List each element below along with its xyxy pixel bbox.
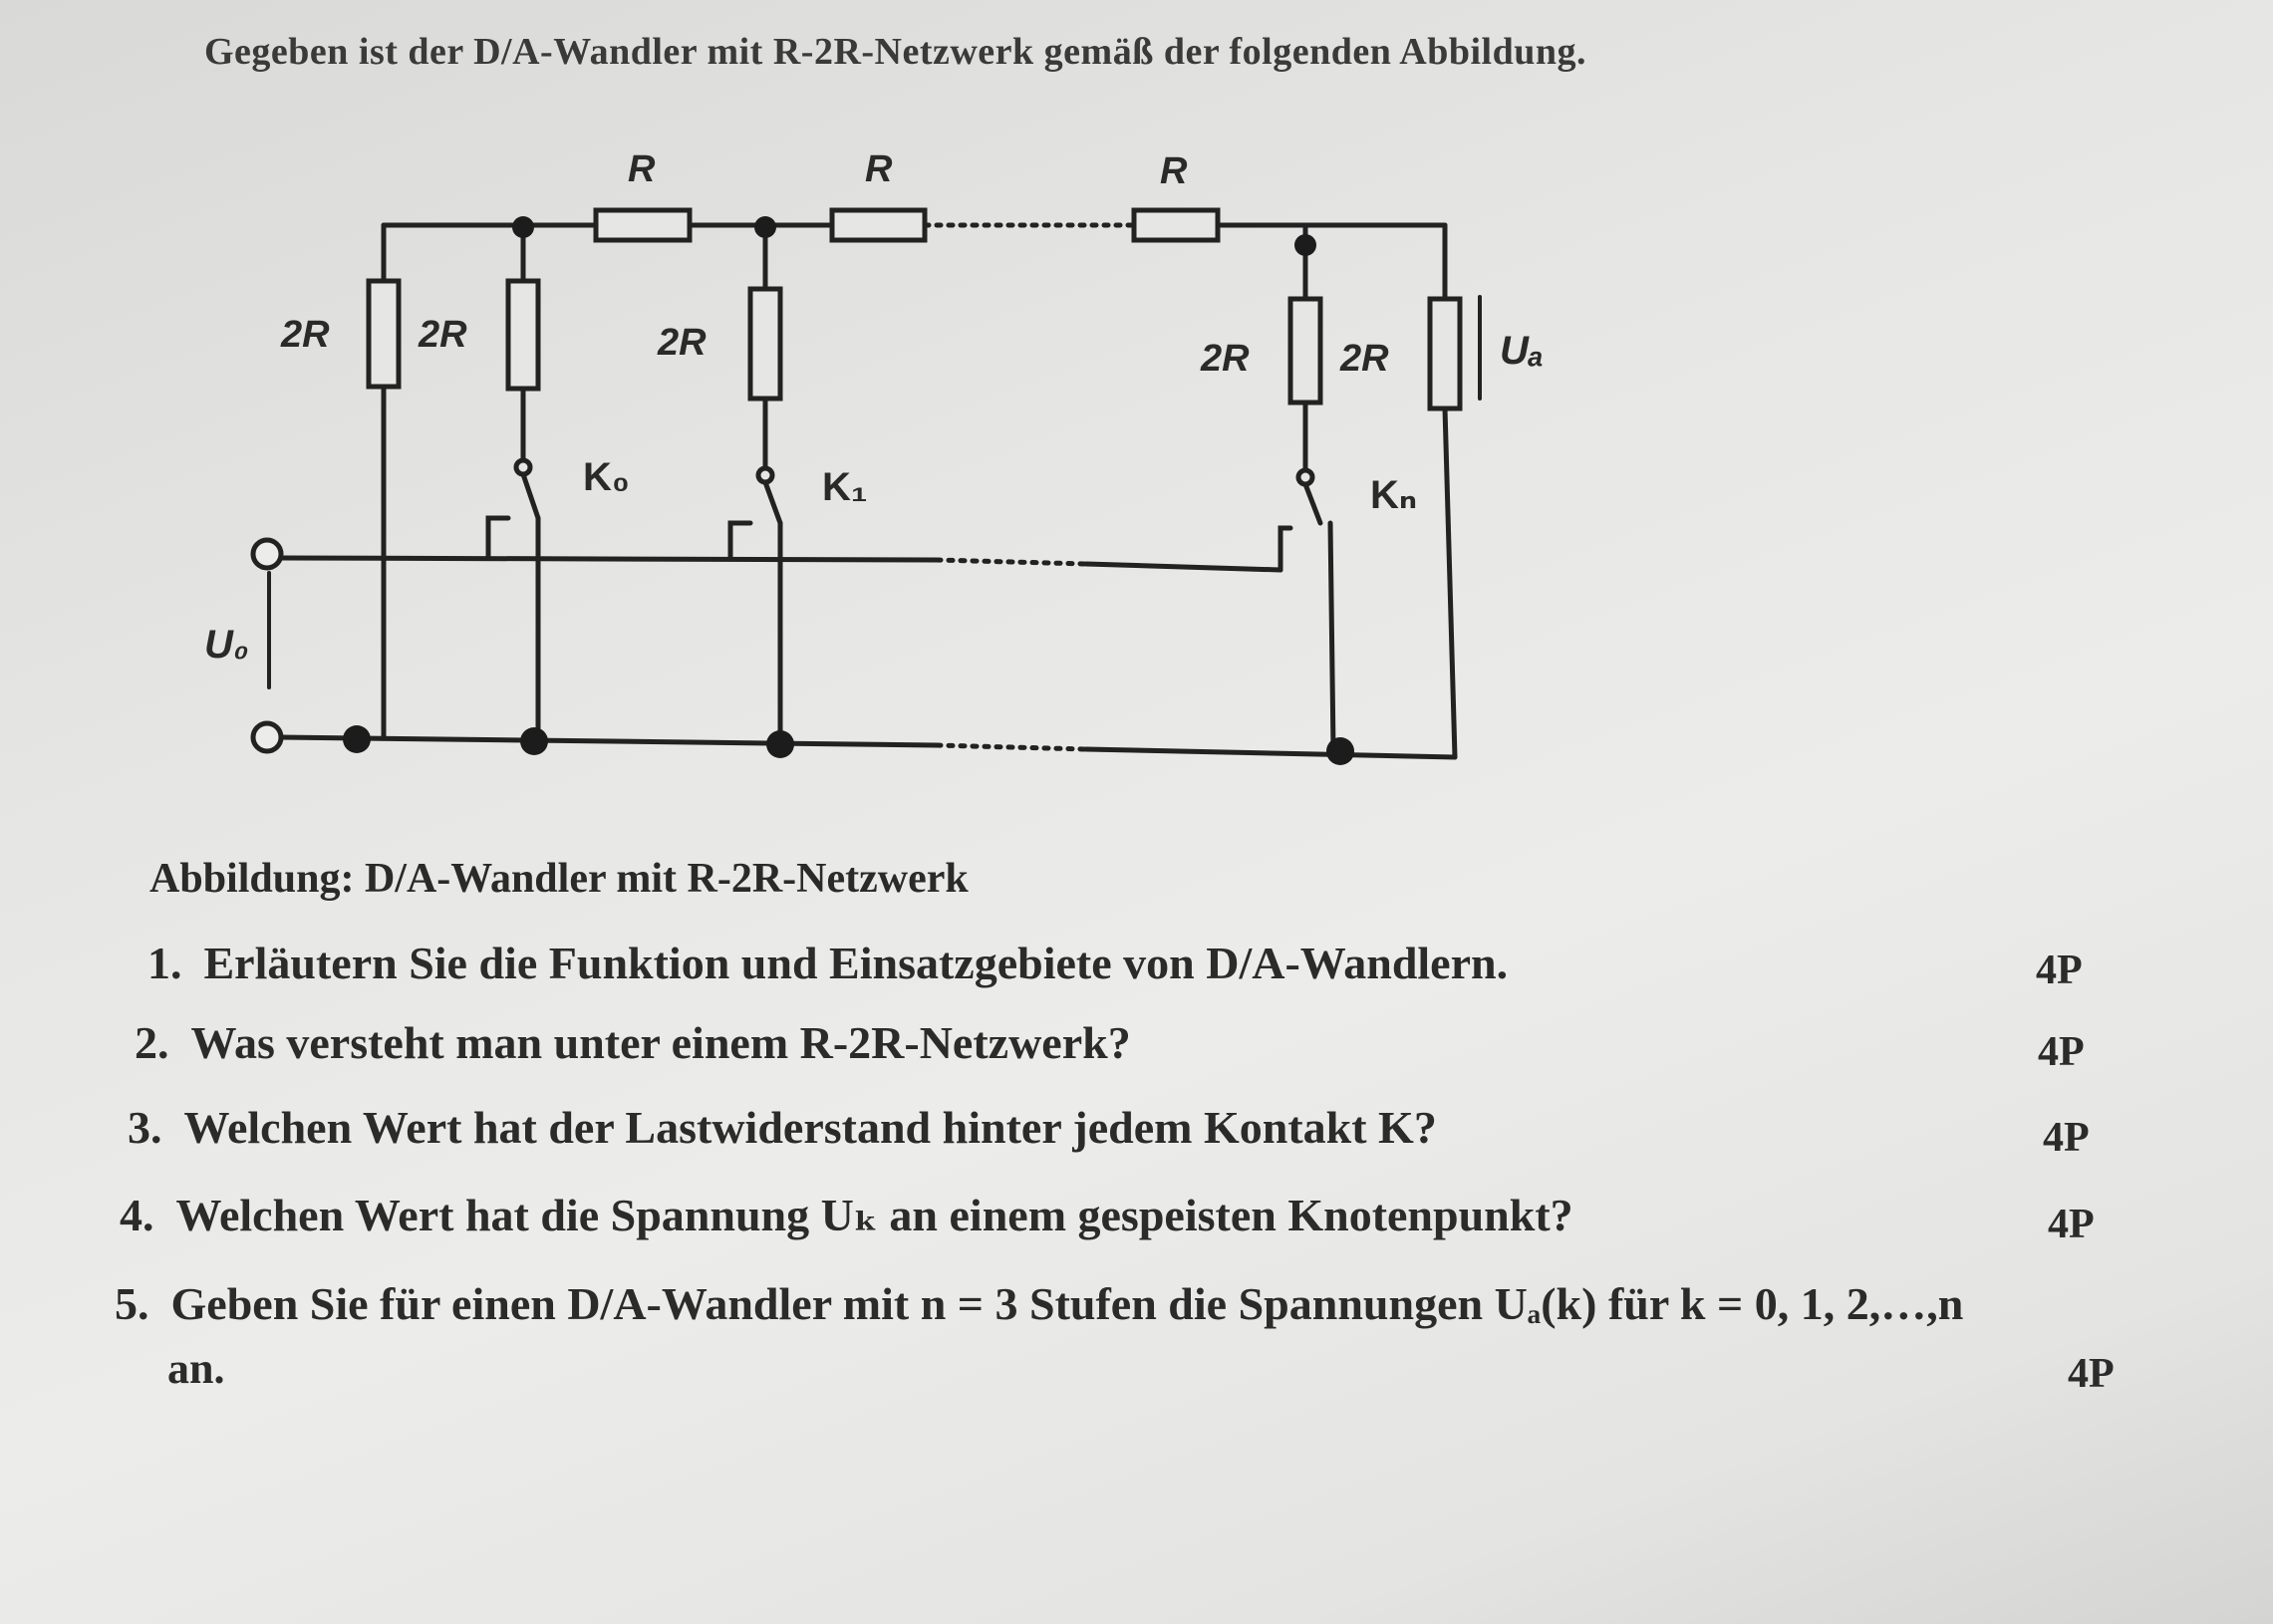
task-2-text: Was versteht man unter einem R-2R-Netzwerk?: [190, 1017, 1131, 1068]
ground-rail-right: [1086, 749, 1455, 757]
label-load: 2R: [1340, 338, 1389, 380]
reference-rail-right: [1086, 564, 1280, 570]
junction-ground-n: [1326, 737, 1354, 765]
label-shunt-2: 2R: [419, 314, 467, 356]
series-resistor-3: [1134, 210, 1218, 240]
load-resistor: [1430, 299, 1460, 408]
switch-k0-blade: [523, 474, 538, 518]
reference-rail: [281, 558, 937, 560]
task-1-text: Erläutern Sie die Funktion und Einsatzgebiete von D/A-Wandlern.: [203, 938, 1509, 988]
junction-ground-1: [343, 725, 371, 753]
task-5-text: Geben Sie für einen D/A-Wandler mit n = 3 Stufen die Spannungen Uₐ(k) für k = 0, 1, 2,…,n: [170, 1278, 1964, 1329]
task-4: [120, 1188, 1573, 1241]
task-2-points: 4P: [2038, 1029, 2085, 1075]
input-terminal-top: [253, 540, 281, 568]
label-switch-kn: Kₙ: [1370, 473, 1418, 517]
label-series-r-1: R: [628, 148, 656, 190]
shunt-resistor-2: [508, 281, 538, 389]
series-resistor-2: [832, 210, 925, 240]
ground-rail: [281, 737, 937, 745]
junction-top-1: [512, 216, 534, 238]
task-5-points: 4P: [2068, 1351, 2115, 1397]
intro-text: Gegeben ist der D/A-Wandler mit R-2R-Netzwerk gemäß der folgenden Abbildung.: [204, 31, 1586, 73]
switch-k1-blade: [765, 482, 780, 523]
label-switch-k0: K₀: [583, 455, 630, 499]
task-3-points: 4P: [2043, 1115, 2090, 1161]
switch-k0-contact-left: [488, 518, 508, 558]
junction-top-n: [1294, 234, 1316, 256]
junction-ground-3: [766, 730, 794, 758]
task-4-number: 4.: [120, 1190, 154, 1240]
label-input-voltage: U₀: [204, 623, 249, 667]
switch-k1-contact-left: [730, 523, 750, 558]
switch-kn-contact-left: [1280, 528, 1290, 570]
switch-kn-blade: [1305, 484, 1320, 523]
task-1-points: 4P: [2036, 947, 2083, 993]
shunt-resistor-3: [750, 289, 780, 399]
label-shunt-3: 2R: [658, 322, 707, 364]
shunt-resistor-1: [369, 281, 399, 387]
ground-rail-dotted: [937, 745, 1086, 749]
junction-ground-2: [520, 727, 548, 755]
label-series-r-2: R: [865, 148, 893, 190]
switch-kn-contact-right: [1330, 523, 1333, 749]
load-bottom-wire: [1445, 408, 1455, 757]
series-resistor-1: [596, 210, 690, 240]
task-3-text: Welchen Wert hat der Lastwiderstand hinter jedem Kontakt K?: [183, 1102, 1437, 1153]
reference-rail-dotted: [937, 560, 1086, 564]
task-1-number: 1.: [147, 938, 182, 988]
label-series-r-3: R: [1160, 150, 1188, 192]
task-5-continuation: an.: [167, 1344, 225, 1393]
task-5-number: 5.: [115, 1278, 149, 1329]
label-output-voltage: Uₐ: [1500, 329, 1545, 373]
junction-top-2: [754, 216, 776, 238]
task-4-text: Welchen Wert hat die Spannung Uₖ an einem gespeisten Knotenpunkt?: [175, 1190, 1573, 1240]
task-3-number: 3.: [128, 1102, 162, 1153]
task-2-number: 2.: [135, 1017, 169, 1068]
label-switch-k1: K₁: [822, 465, 868, 509]
task-4-points: 4P: [2048, 1202, 2095, 1247]
task-2: [135, 1016, 1131, 1069]
input-terminal-bottom: [253, 723, 281, 751]
label-shunt-1: 2R: [281, 314, 330, 356]
label-shunt-n: 2R: [1201, 338, 1250, 380]
task-5: [115, 1277, 1963, 1330]
task-3: [128, 1101, 1437, 1154]
task-1: [147, 937, 1508, 989]
figure-caption: Abbildung: D/A-Wandler mit R-2R-Netzwerk: [149, 856, 969, 902]
shunt-resistor-n: [1290, 299, 1320, 403]
